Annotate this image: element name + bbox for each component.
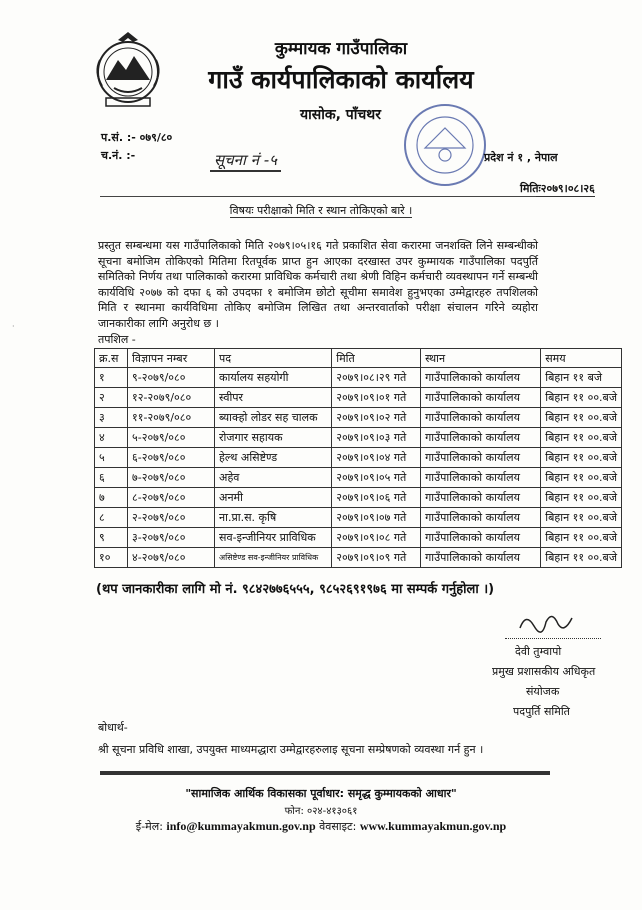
cell-sn: ६ [95, 468, 128, 488]
contact-info: (थप जानकारीका लागि मो नं. ९८४२७७६५५५, ९८५२६९१९७६ मा सम्पर्क गर्नुहोला ।) [96, 582, 495, 597]
cell-ad-number: ४-२०७९/०८० [128, 548, 215, 568]
cell-post: अनमी [215, 488, 332, 508]
email-label: ई-मेल: [135, 820, 163, 833]
col-header-date: मिति [332, 349, 421, 368]
cell-post: ना.प्रा.स. कृषि [215, 508, 332, 528]
col-header-post: पद [215, 349, 332, 368]
cell-sn: ४ [95, 428, 128, 448]
table-row [95, 428, 622, 448]
table-row [95, 388, 622, 408]
cell-ad-number: ७-२०७९/०८० [128, 468, 215, 488]
signatory-role: संयोजक [526, 685, 560, 698]
signatory-name: देवी तुम्वापो [515, 645, 562, 658]
table-row [95, 508, 622, 528]
cell-place: गाउँपालिकाको कार्यालय [421, 408, 541, 428]
cell-ad-number: ६-२०७९/०८० [128, 448, 215, 468]
table-row [95, 488, 622, 508]
cell-post: कार्यालय सहयोगी [215, 368, 332, 388]
cell-place: गाउँपालिकाको कार्यालय [421, 468, 541, 488]
cell-ad-number: ३-२०७९/०८० [128, 528, 215, 548]
exam-schedule-table [94, 348, 622, 568]
email-link[interactable]: info@kummayakmun.gov.np [166, 819, 316, 833]
handwritten-notice-number: सूचना नं -५ [210, 150, 281, 172]
cell-sn: २ [95, 388, 128, 408]
cell-place: गाउँपालिकाको कार्यालय [421, 368, 541, 388]
cell-post: स्वीपर [215, 388, 332, 408]
cell-sn: ८ [95, 508, 128, 528]
cell-time: बिहान ११ ००.बजे [541, 468, 622, 488]
dispatch-number: च.नं. :- [101, 149, 136, 162]
cell-date: २०७९।०९।०८ गते [332, 528, 421, 548]
table-row [95, 548, 622, 568]
table-row [95, 408, 622, 428]
cell-sn: १० [95, 548, 128, 568]
cell-time: बिहान ११ ००.बजे [541, 508, 622, 528]
cell-place: गाउँपालिकाको कार्यालय [421, 508, 541, 528]
margin-mark: · [12, 322, 15, 331]
cell-date: २०७९।०९।०९ गते [332, 548, 421, 568]
cell-date: २०७९।०९।०५ गते [332, 468, 421, 488]
cell-ad-number: ११-२०७९/०८० [128, 408, 215, 428]
cell-date: २०७९।०९।०३ गते [332, 428, 421, 448]
col-header-ad-number: विज्ञापन नम्बर [128, 349, 215, 368]
province-label: प्रदेश नं १ , नेपाल [484, 151, 558, 164]
cell-place: गाउँपालिकाको कार्यालय [421, 528, 541, 548]
cell-post: अहेव [215, 468, 332, 488]
cell-ad-number: ९-२०७९/०८० [128, 368, 215, 388]
office-name: गाउँ कार्यपालिकाको कार्यालय [208, 65, 474, 94]
cc-heading: बोधार्थ- [98, 721, 128, 734]
municipality-name: कुम्मायक गाउँपालिका [274, 39, 408, 59]
cell-time: बिहान ११ ००.बजे [541, 548, 622, 568]
website-link[interactable]: www.kummayakmun.gov.np [359, 819, 507, 833]
cell-sn: ७ [95, 488, 128, 508]
cell-date: २०७९।०९।०७ गते [332, 508, 421, 528]
cell-ad-number: १२-२०७९/०८० [128, 388, 215, 408]
body-paragraph: प्रस्तुत सम्बन्धमा यस गाउँपालिकाको मिति २०७९।०५।१६ गते प्रकाशित सेवा करारमा जनशक्ति लिने सम्बन्धीको सूचना बमोजिम तोकिएको मितिमा रितपूर्वक प्राप्त हुन आएका दरखास्त उपर कुम्मायक गाउँपालिका पदपुर्ति समितिको निर्णय तथा पालिकाको करारमा प्राविधिक कर्मचारी तथा श्रेणी विहिन कर्मचारी व्यवस्थापन गर्ने सम्बन्धी कार्यविधि २०७७ को दफा ६ को उपदफा १ बमोजिम छोटो सूचीमा समावेश हुनुभएका उम्मेद्वारहरु तपशिलको मिति र स्थानमा कार्यविधिमा तोकिए बमोजिम लिखित तथा अन्तरवार्ताको परीक्षा संचालन गरिने व्यहोरा जानकारीका लागि अनुरोध छ । [98, 239, 538, 330]
signature-line [505, 638, 601, 639]
cell-post: असिष्टेण्ड सव-इन्जीनियर प्राविधिक [215, 548, 332, 568]
cell-time: बिहान ११ ००.बजे [541, 488, 622, 508]
cell-date: २०७९।०९।०४ गते [332, 448, 421, 468]
cell-sn: ३ [95, 408, 128, 428]
details-label: तपशिल - [98, 333, 136, 346]
cell-time: बिहान ११ बजे [541, 368, 622, 388]
cc-recipient: श्री सूचना प्रविधि शाखा, उपयुक्त माध्यमद्धारा उम्मेद्वारहरुलाइ सूचना सम्प्रेषणको व्यवस्था गर्न हुन । [98, 743, 484, 756]
footer-phone: फोन: ०२४-४१३०६१ [284, 806, 358, 817]
cell-post: सव-इन्जीनियर प्राविधिक [215, 528, 332, 548]
cell-sn: ९ [95, 528, 128, 548]
cell-time: बिहान ११ ००.बजे [541, 428, 622, 448]
cell-time: बिहान ११ ००.बजे [541, 408, 622, 428]
cell-time: बिहान ११ ००.बजे [541, 388, 622, 408]
cell-date: २०७९।०८।२९ गते [332, 368, 421, 388]
website-label: वेवसाइट: [319, 820, 357, 833]
col-header-sn: क्र.स [95, 349, 128, 368]
cell-sn: ५ [95, 448, 128, 468]
cell-place: गाउँपालिकाको कार्यालय [421, 428, 541, 448]
office-location: यासोक, पाँचथर [300, 107, 381, 123]
signature-icon [516, 608, 576, 638]
cell-ad-number: ८-२०७९/०८० [128, 488, 215, 508]
office-stamp-icon [400, 100, 490, 190]
reference-number: प.सं. :- ०७९/८० [101, 131, 173, 144]
footer-divider [100, 771, 550, 775]
signatory-committee: पदपुर्ति समिति [513, 705, 570, 718]
cell-place: गाउँपालिकाको कार्यालय [421, 388, 541, 408]
cell-post: रोजगार सहायक [215, 428, 332, 448]
cell-post: ब्याक्हो लोडर सह चालक [215, 408, 332, 428]
table-row [95, 368, 622, 388]
signatory-title: प्रमुख प्रशासकीय अधिकृत [492, 665, 596, 678]
cell-time: बिहान ११ ००.बजे [541, 528, 622, 548]
subject-text: विषयः परीक्षाको मिति र स्थान तोकिएको बारे । [229, 204, 413, 217]
cell-place: गाउँपालिकाको कार्यालय [421, 448, 541, 468]
cell-place: गाउँपालिकाको कार्यालय [421, 548, 541, 568]
footer-contact-row [0, 819, 642, 834]
cell-place: गाउँपालिकाको कार्यालय [421, 488, 541, 508]
cell-post: हेल्थ असिष्टेण्ड [215, 448, 332, 468]
cell-ad-number: २-२०७९/०८० [128, 508, 215, 528]
cell-time: बिहान ११ ००.बजे [541, 448, 622, 468]
cell-date: २०७९।०९।०२ गते [332, 408, 421, 428]
cell-ad-number: ५-२०७९/०८० [128, 428, 215, 448]
col-header-time: समय [541, 349, 622, 368]
table-row [95, 448, 622, 468]
footer-motto: "सामाजिक आर्थिक विकासका पूर्वाधार: समृद्ध कुम्मायकको आधार" [185, 787, 457, 800]
cell-sn: १ [95, 368, 128, 388]
cell-date: २०७९।०९।०१ गते [332, 388, 421, 408]
header-divider [100, 196, 536, 197]
table-row [95, 468, 622, 488]
cell-date: २०७९।०९।०६ गते [332, 488, 421, 508]
col-header-place: स्थान [421, 349, 541, 368]
table-row [95, 528, 622, 548]
table-header-row [95, 349, 622, 368]
subject-line [0, 203, 642, 218]
document-date: मितिः२०७९।०८।२६ [520, 182, 595, 195]
